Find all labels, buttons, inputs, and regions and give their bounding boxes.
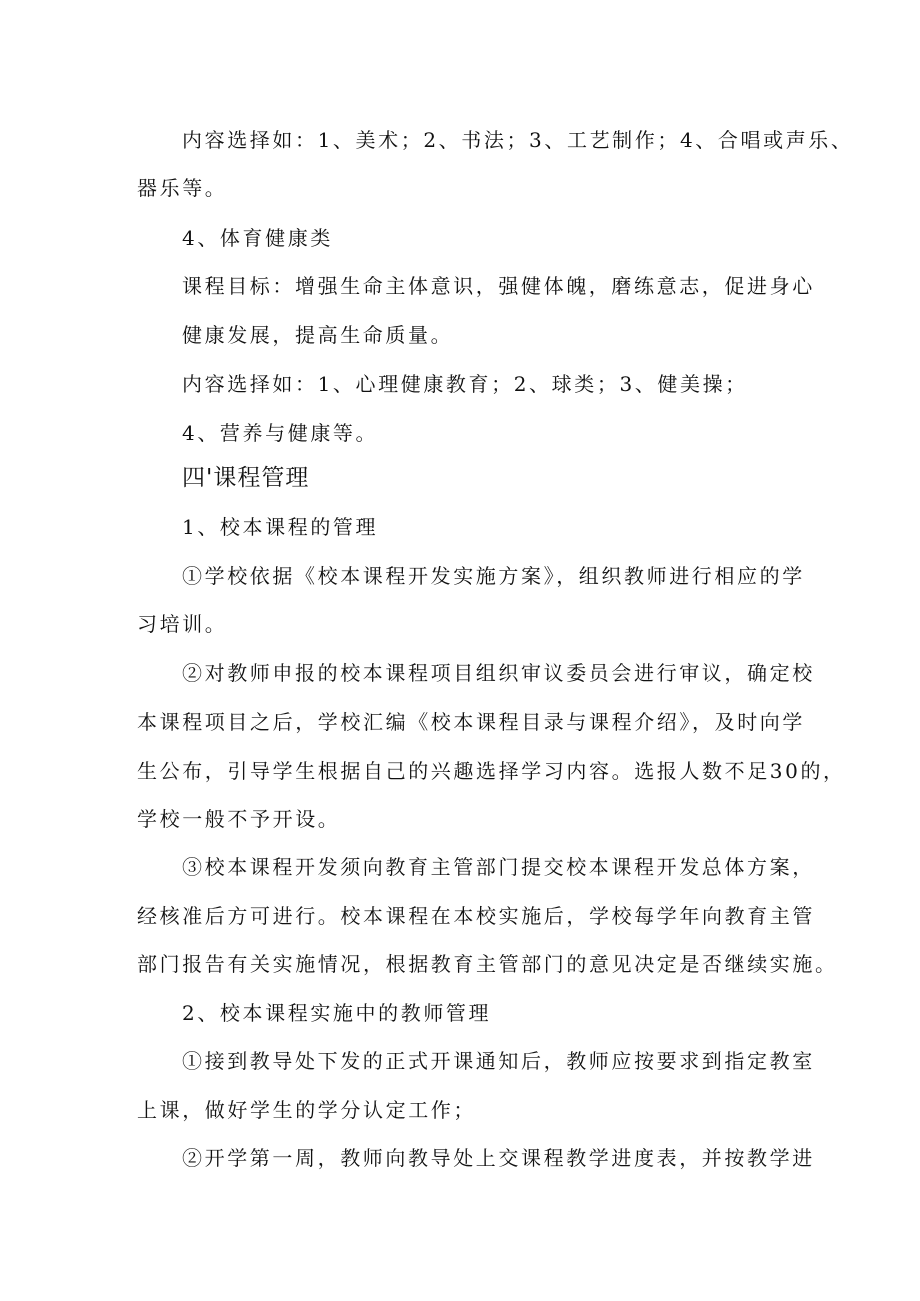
paragraph-line: 健康发展，提高生命质量。 (182, 323, 454, 347)
paragraph-line: ①学校依据《校本课程开发实施方案》，组织教师进行相应的学 (182, 564, 805, 588)
paragraph-line: 经核准后方可进行。校本课程在本校实施后，学校每学年向教育主管 (137, 904, 815, 928)
subsection-title: 4、体育健康类 (182, 226, 333, 250)
paragraph-line: ③校本课程开发须向教育主管部门提交校本课程开发总体方案， (182, 855, 815, 879)
paragraph-line: 内容选择如：1、心理健康教育；2、球类；3、健美操； (182, 372, 748, 396)
subsection-title: 1、校本课程的管理 (182, 515, 379, 539)
subsection-title: 2、校本课程实施中的教师管理 (182, 1001, 492, 1025)
paragraph-line: ②对教师申报的校本课程项目组织审议委员会进行审议，确定校 (182, 661, 815, 685)
paragraph-line: 生公布，引导学生根据自己的兴趣选择学习内容。选报人数不足30的， (137, 759, 846, 783)
paragraph-line: 本课程项目之后，学校汇编《校本课程目录与课程介绍》，及时向学 (137, 710, 805, 734)
section-heading: 四'课程管理 (182, 465, 310, 491)
paragraph-line: 内容选择如：1、美术；2、书法；3、工艺制作；4、合唱或声乐、 (182, 128, 854, 152)
paragraph-line: 学校一般不予开设。 (137, 807, 341, 831)
paragraph-line: ①接到教导处下发的正式开课通知后，教师应按要求到指定教室 (182, 1049, 815, 1073)
paragraph-line: 课程目标：增强生命主体意识，强健体魄，磨练意志，促进身心 (182, 274, 815, 298)
paragraph-line: 习培训。 (137, 612, 228, 636)
paragraph-line: ②开学第一周，教师向教导处上交课程教学进度表，并按教学进 (182, 1146, 815, 1170)
paragraph-line: 4、营养与健康等。 (182, 421, 379, 445)
paragraph-line: 上课，做好学生的学分认定工作； (137, 1098, 476, 1122)
paragraph-line: 部门报告有关实施情况，根据教育主管部门的意见决定是否继续实施。 (137, 952, 838, 976)
paragraph-line: 器乐等。 (137, 176, 228, 200)
